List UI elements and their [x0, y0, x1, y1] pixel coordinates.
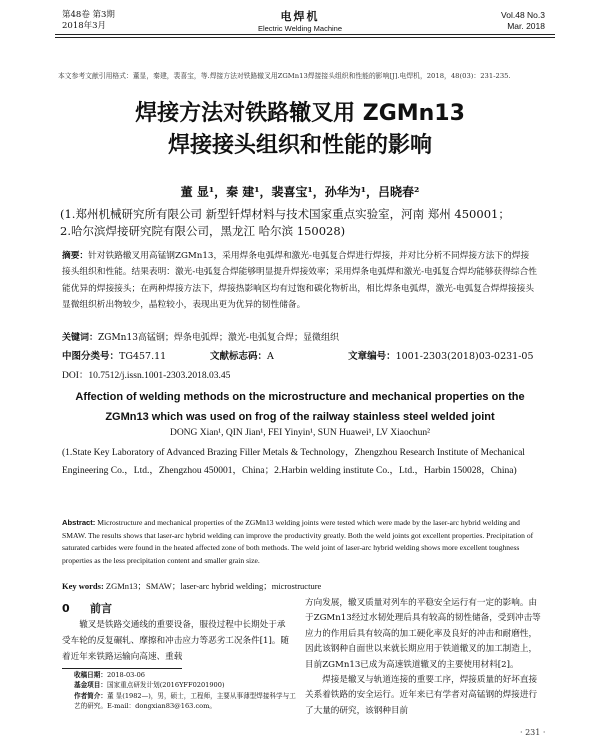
keywords-cn: 关键词：ZGMn13高锰钢；焊条电弧焊；激光-电弧复合焊；显微组织 [62, 333, 339, 343]
section-number: 0 [62, 602, 70, 615]
authors-en: DONG Xian¹, QIN Jian¹, FEI Yinyin¹, SUN Huawei¹, LV Xiaochun² [169, 428, 431, 438]
affiliation-en: (1.State Key Laboratory of Advanced Brazing Filler Metals & Technology，Zhengzhou Research Institute of Mechanical Engineering Co.，Ltd.，Zhengzhou 450001，China；2.Harbin welding institute Co.，Ltd.，Harbin 150028，China) [62, 448, 525, 476]
authors-cn: 董 显¹，秦 建¹，裴喜宝¹，孙华为¹，吕晓春² [180, 185, 420, 199]
doi: DOI：10.7512/j.issn.1001-2303.2018.03.45 [62, 371, 231, 381]
footnote-author: 作者简介：董 显(1982—)，男，硕士，工程师，主要从事薄型焊接科学与工艺的研究。E-mail：dongxian83@163.com。 [74, 691, 296, 711]
title-en: Affection of welding methods on the microstructure and mechanical properties on the ZGMn13 which was used on frog of the railway stainless steel welded joint [75, 391, 525, 423]
footnote-rule [62, 668, 182, 669]
abstract-cn [62, 248, 537, 313]
journal-name-cn: 电焊机 [280, 10, 320, 23]
abstract-cn-text: 针对铁路辙叉用高锰钢ZGMn13，采用焊条电弧焊和激光-电弧复合焊进行焊接，并对比分析不同焊接方法下的焊接接头组织和性能。结果表明：激光-电弧复合焊能够明显提升焊接效率；采用焊条电弧焊和激光-电弧复合焊均能够获得综合性能优异的焊接接头；在两种焊接方法下，焊接热影响区均有过饱和碳化物析出，相比焊条电弧焊，激光-电弧复合焊焊接接头显微组织析出物较少，晶粒较小，表现出更为优异的韧性储备。 [62, 251, 537, 310]
class-code: 中图分类号：TG457.11 [62, 351, 167, 362]
header-issue-en: Vol.48 No.3 Mar. 2018 [501, 10, 545, 31]
intro-right-column [305, 596, 545, 719]
intro-left-column: 辙叉是铁路交通线的重要设备，服役过程中长期处于承受车轮的反复碾轧、摩擦和冲击应力等恶劣工况条件[1]。随着近年来铁路运输向高速、重载 [62, 620, 290, 662]
header-issue-cn: 第48卷 第3期 2018年3月 [62, 10, 115, 31]
footnote-fund: 基金项目：国家重点研发计划(2016YFF0201900) [74, 681, 225, 690]
intro-right-para-2: 焊接是辙叉与轨道连接的重要工序，焊接质量的好坏直接关系着铁路的安全运行。近年来已有学者对高锰钢的焊接进行了大量的研究，该钢种目前 [305, 675, 538, 716]
article-number: 文章编号：1001-2303(2018)03-0231-05 [348, 351, 534, 362]
section-title: 前言 [90, 602, 112, 615]
footnote [74, 670, 296, 712]
header-rule [55, 34, 555, 35]
journal-masthead [200, 8, 400, 33]
intro-right-para-1: 方向发展，辙叉质量对列车的平稳安全运行有一定的影响。由于ZGMn13经过水韧处理后具有较高的韧性储备，受到冲击等应力的作用后具有较高的加工硬化率及良好的冲击和耐磨性，因此该钢种自面世以来就长期应用于铁道辙叉的加工制造上，目前ZGMn13已成为高速铁道辙叉的主要使用材料[2]。 [305, 598, 541, 670]
journal-name-en: Electric Welding Machine [257, 24, 343, 33]
header-rule-2 [55, 37, 555, 38]
citation-format: 本文参考文献引用格式：董显，秦建，裴喜宝，等.焊接方法对铁路辙叉用ZGMn13焊接接头组织和性能的影响[J].电焊机，2018，48(03)：231-235. [58, 72, 511, 80]
abstract-en [62, 517, 540, 567]
page-number: · 231 · [520, 728, 546, 737]
abstract-en-label: Abstract: [62, 518, 96, 527]
classification-row [62, 348, 542, 362]
doc-code: 文献标志码：A [210, 351, 274, 362]
keywords-en: Key words: ZGMn13；SMAW；laser-arc hybrid welding；microstructure [62, 581, 322, 591]
abstract-en-text: Microstructure and mechanical properties of the ZGMn13 welding joints were tested which were made by the laser-arc hybrid welding and SMAW. The results shows that laser-arc hybrid welding can improve the productivity greatly. Both the weld joints got excellent properties. Precipitation of saturated carbides were found in the heated affected zone of both methods. The weld joint of laser-arc hybrid welding shows more excellent toughness properties as the less precipitation content and smaller grain size. [62, 518, 534, 565]
section-heading-intro [62, 600, 112, 616]
footnote-received: 收稿日期：2018-03-06 [74, 671, 145, 679]
abstract-cn-label: 摘要： [62, 251, 89, 261]
title-cn: 焊接方法对铁路辙叉用 ZGMn13 焊接接头组织和性能的影响 [135, 101, 465, 158]
affiliation-cn: (1.郑州机械研究所有限公司 新型钎焊材料与技术国家重点实验室，河南 郑州 450001； 2.哈尔滨焊接研究院有限公司，黑龙江 哈尔滨 150028) [60, 207, 510, 238]
